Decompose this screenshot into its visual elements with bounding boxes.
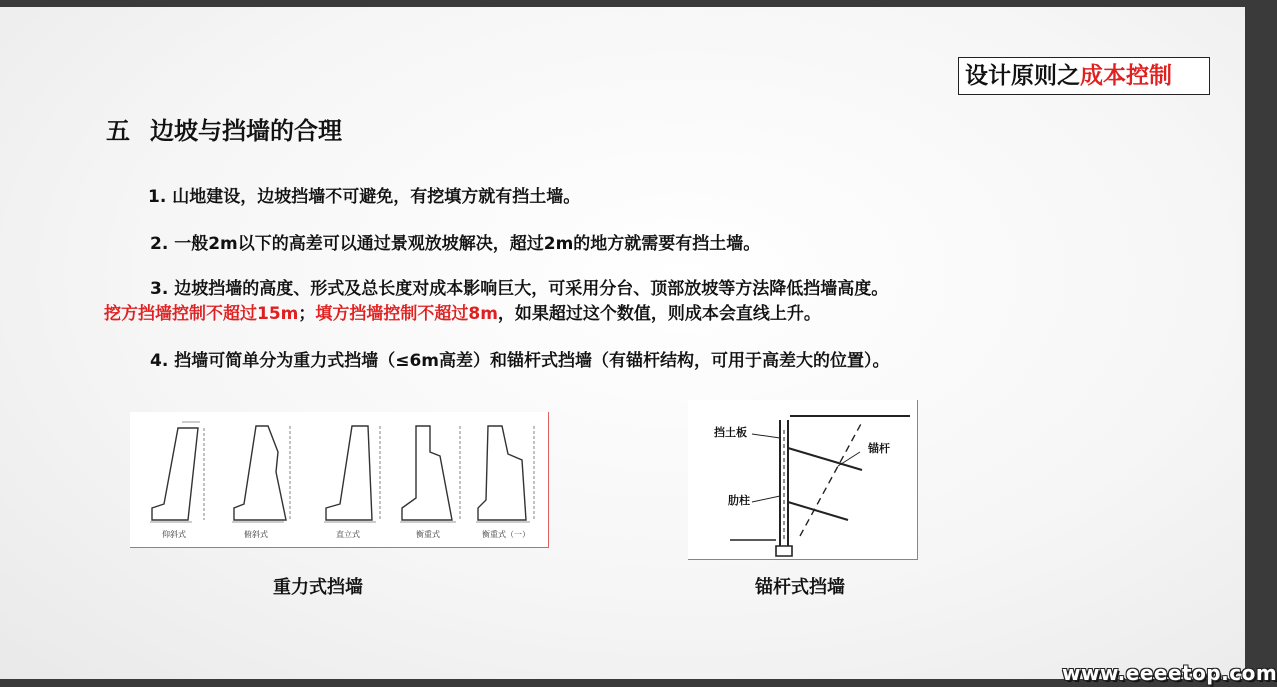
list-item-3: 3. 边坡挡墙的高度、形式及总长度对成本影响巨大，可采用分台、顶部放坡等方法降低挡墙高度。 <box>150 279 889 299</box>
section-tag <box>958 57 1210 95</box>
list-item-2: 2. 一般2m以下的高差可以通过景观放坡解决，超过2m的地方就需要有挡土墙。 <box>150 234 761 254</box>
separator: ； <box>298 304 316 324</box>
type-label-2: 俯斜式 <box>244 530 268 539</box>
anchor-wall-caption: 锚杆式挡墙 <box>755 577 845 598</box>
list-item-3-continuation <box>104 299 821 324</box>
type-label-4: 衡重式 <box>416 530 440 539</box>
type-label-1: 仰斜式 <box>162 530 186 539</box>
section-tag-prefix: 设计原则之 <box>965 63 1080 89</box>
type-label-3: 直立式 <box>336 530 360 539</box>
label-retaining-panel: 挡土板 <box>714 426 747 439</box>
anchor-wall-figure <box>688 400 918 560</box>
list-item-4: 4. 挡墙可简单分为重力式挡墙（≤6m高差）和锚杆式挡墙（有锚杆结构，可用于高差大的位置）。 <box>150 351 890 371</box>
label-anchor-rod: 锚杆 <box>868 442 890 455</box>
type-label-5: 衡重式（一） <box>482 530 530 539</box>
section-number: 五 <box>106 117 130 145</box>
section-heading <box>106 111 342 146</box>
gravity-wall-diagrams <box>130 412 548 547</box>
fill-limit: 填方挡墙控制不超过8m <box>315 304 498 324</box>
label-rib-column: 肋柱 <box>728 494 750 507</box>
section-tag-highlight: 成本控制 <box>1080 63 1172 89</box>
cost-note: ，如果超过这个数值，则成本会直线上升。 <box>497 304 821 324</box>
gravity-wall-figure <box>130 412 549 548</box>
list-item-1: 1. 山地建设，边坡挡墙不可避免，有挖填方就有挡土墙。 <box>148 187 581 207</box>
section-title: 边坡与挡墙的合理 <box>150 117 342 145</box>
gravity-wall-type-labels <box>130 529 548 545</box>
excavation-limit: 挖方挡墙控制不超过15m <box>104 304 299 324</box>
watermark: www.eeeetop.com <box>1062 661 1277 685</box>
gravity-wall-caption: 重力式挡墙 <box>273 577 363 598</box>
